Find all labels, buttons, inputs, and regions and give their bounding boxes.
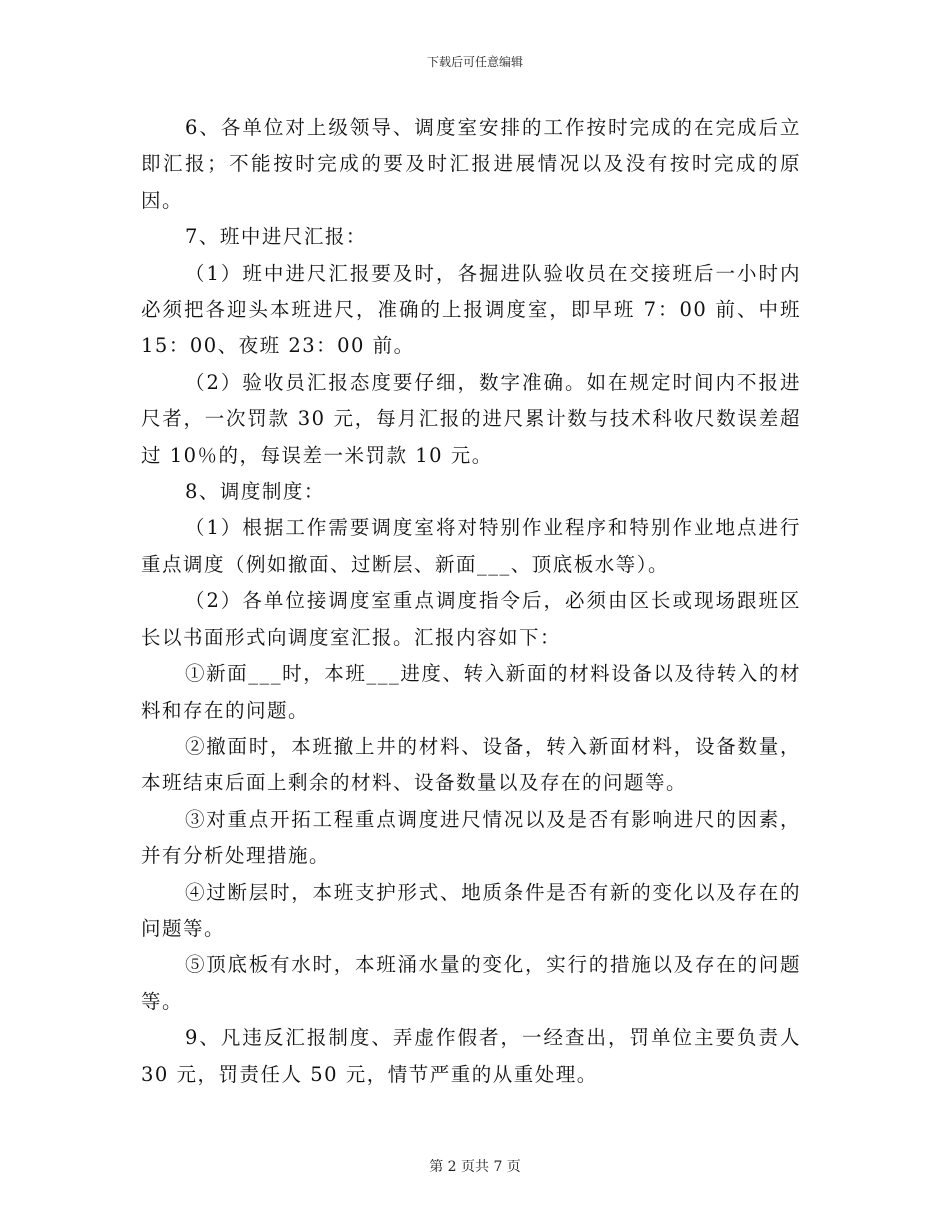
paragraph-item-7: 7、班中进尺汇报： [185, 225, 367, 249]
paragraph-item-8: 8、调度制度： [185, 480, 325, 504]
paragraph-item-6: 6、各单位对上级领导、调度室安排的工作按时完成的在完成后立即汇报；不能按时完成的要及时汇报进展情况以及没有按时完成的原因。 [141, 116, 801, 212]
paragraph-circled-5: ⑤顶底板有水时，本班涌水量的变化，实行的措施以及存在的问题等。 [141, 953, 801, 1013]
paragraph-item-7-1: （1）班中进尺汇报要及时，各掘进队验收员在交接班后一小时内必须把各迎头本班进尺，准确的上报调度室，即早班 7：00 前、中班 15：00、夜班 23：00 前。 [141, 261, 801, 358]
paragraph-item-9: 9、凡违反汇报制度、弄虚作假者，一经查出，罚单位主要负责人 30 元，罚责任人 50 元，情节严重的从重处理。 [141, 1026, 801, 1086]
paragraph-circled-3: ③对重点开拓工程重点调度进尺情况以及是否有影响进尺的因素，并有分析处理措施。 [141, 807, 801, 868]
paragraph-item-8-1: （1）根据工作需要调度室将对特别作业程序和特别作业地点进行重点调度（例如撤面、过断层、新面___、顶底板水等）。 [141, 516, 801, 576]
paragraph-item-7-2: （2）验收员汇报态度要仔细，数字准确。如在规定时间内不报进尺者，一次罚款 30 元，每月汇报的进尺累计数与技术科收尺数误差超过 10％的，每误差一米罚款 10 元。 [141, 370, 801, 467]
page-footer: 第 2 页共 7 页 [429, 1159, 521, 1175]
page-header: 下载后可任意编辑 [426, 55, 523, 69]
paragraph-item-8-2: （2）各单位接调度室重点调度指令后，必须由区长或现场跟班区长以书面形式向调度室汇报。汇报内容如下： [141, 589, 801, 649]
paragraph-circled-1: ①新面___时，本班___进度、转入新面的材料设备以及待转入的材料和存在的问题。 [141, 662, 801, 722]
paragraph-circled-2: ②撤面时，本班撤上井的材料、设备，转入新面材料，设备数量，本班结束后面上剩余的材料、设备数量以及存在的问题等。 [141, 734, 801, 795]
document-body [141, 110, 801, 1093]
paragraph-circled-4: ④过断层时，本班支护形式、地质条件是否有新的变化以及存在的问题等。 [141, 880, 801, 940]
